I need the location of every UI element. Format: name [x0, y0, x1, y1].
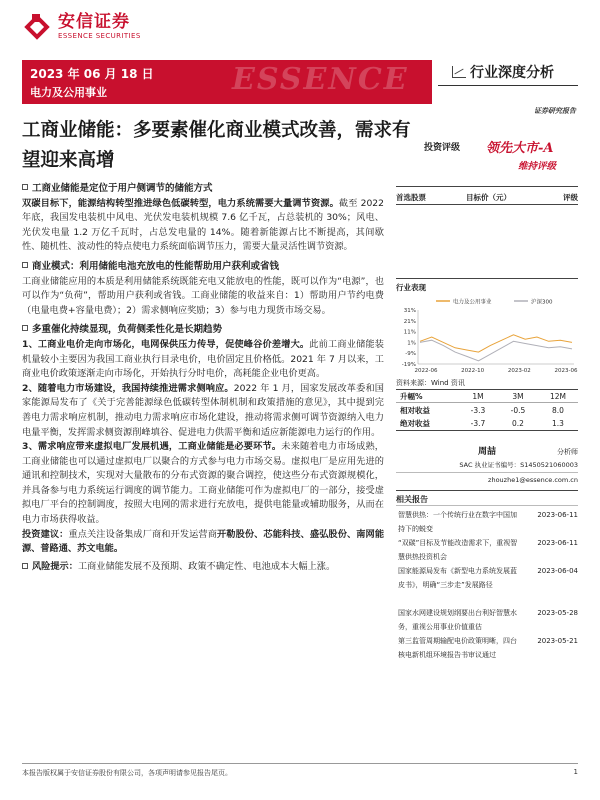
- rating-sub: 维持评级: [518, 161, 557, 172]
- department-label: 证券研究报告: [534, 107, 576, 115]
- legend-label: 沪深300: [531, 299, 553, 306]
- brand-name-cn: 安信证券: [58, 12, 130, 32]
- logo-mark-icon: [22, 12, 52, 42]
- analyst-email: zhouzhe1@essence.com.cn: [488, 476, 578, 484]
- y-tick-label: -19%: [401, 362, 416, 368]
- related-report-item[interactable]: 国家能源局发布《新型电力系统发展蓝皮书》，明确“三步走”发展路径 2023-06-04: [398, 567, 578, 589]
- y-tick-label: 21%: [403, 318, 416, 325]
- industry-performance-label: 行业表现: [396, 283, 426, 292]
- report-industry: 电力及公用事业: [30, 86, 107, 99]
- series-line: [420, 335, 572, 352]
- bullet-square-icon: [22, 184, 28, 190]
- page-footer: [22, 768, 578, 778]
- x-tick-label: 2023-02: [507, 368, 531, 374]
- chart-source: 资料来源：Wind 资讯: [396, 379, 465, 387]
- table-row: 绝对收益 -3.7 0.2 1.3: [396, 417, 578, 431]
- related-report-item[interactable]: 智慧供热：一个传统行业在数字中国加持下的蜕变 2023-06-11: [398, 511, 578, 533]
- section-heading: 多重催化持续显现，负荷侧柔性化是长期趋势: [22, 323, 384, 338]
- divider: [22, 763, 578, 764]
- rating-value: 领先大市-A: [486, 141, 554, 156]
- y-tick-label: 11%: [403, 329, 416, 336]
- page-number: 1: [573, 768, 578, 776]
- risk-warning: 风险提示：工商业储能发展不及预期、政策不确定性、电池成本大幅上涨。: [22, 560, 384, 575]
- x-tick-label: 2023-06: [554, 368, 578, 374]
- table-row: 相对收益 -3.3 -0.5 8.0: [400, 405, 564, 415]
- divider: [396, 490, 578, 491]
- divider: [396, 505, 578, 506]
- paragraph: 1、工商业电价走向市场化，电网保供压力传导，促使峰谷价差增大。此前工商业储能装机量较小主要因为我国工商业执行目录电价，电价固定且价格低。2021 年 7 月以来，工商业电价政策逐渐走向市场化，开始执行分时电价，高耗能企业电价更高。: [22, 338, 384, 380]
- related-report-item[interactable]: 第三监管周期输配电价政策明晰，四台核电新机组环境报告书审议通过 2023-05-21: [398, 637, 578, 659]
- x-tick-label: 2022-06: [414, 368, 438, 374]
- paragraph: 双碳目标下，能源结构转型推进绿色低碳转型，电力系统需要大量调节资源。截至 2022 年底，我国发电装机中风电、光伏发电装机规模 7.6 亿千瓦，占总装机的 30%；风电、光伏发电量 1.2 万亿千瓦时，占总发电量的 14%。随着新能源占比不断提高，其间歇性、随机性、波动性的特点使电力系统面临调节压力，需要大量灵活性调节资源。: [22, 197, 384, 253]
- divider: [396, 278, 578, 279]
- section-heading: 工商业储能是定位于用户侧调节的储能方式: [22, 182, 384, 197]
- analyst-name: 周喆: [477, 447, 496, 457]
- bullet-square-icon: [22, 262, 28, 268]
- rating-label: 投资评级: [424, 143, 461, 153]
- y-tick-label: 31%: [403, 308, 416, 314]
- report-type: [452, 62, 554, 82]
- brand-name-en: ESSENCE SECURITIES: [58, 32, 141, 40]
- related-report-item[interactable]: 国家水网建设规划纲要出台利好智慧水务，重视公用事业价值重估 2023-05-28: [398, 609, 578, 631]
- analyst-cert: SAC 执业证书编号：S1450521060003: [459, 461, 578, 469]
- y-tick-label: 1%: [407, 340, 416, 347]
- divider: [396, 472, 578, 473]
- header-banner: [22, 60, 432, 104]
- y-tick-label: -9%: [405, 351, 416, 358]
- paragraph: 3、需求响应带来虚拟电厂发展机遇，工商业储能是必要环节。未来随着电力市场成熟，工商业储能也可以通过虚拟电厂以聚合的方式参与电力市场交易。虚拟电厂是应用先进的通讯和控制技术，实现对大量散布的分布式资源的聚合调控，使这些分布式资源规模化，并具备参与电力系统运行调度的调节能力。工商业储能可作为虚拟电厂的一部分，接受虚拟电厂平台的控制调度，按照大电网的需求进行充放电，提供电能量或辅助服务，从而在电力市场获得收益。: [22, 441, 384, 526]
- bullet-square-icon: [22, 563, 28, 569]
- divider: [396, 186, 578, 187]
- paragraph: 工商业储能应用的本质是利用储能系统既能充电又能放电的性能，既可以作为“电源”，也可以作为“负荷”，帮助用户获利或省钱。工商业储能的收益来自：1）帮助用户节约电费（电量电费+容量电费）；2）需求侧响应奖励；3）参与电力现货市场交易。: [22, 275, 384, 316]
- chart-icon: [452, 66, 466, 78]
- x-tick-label: 2022-10: [461, 368, 485, 374]
- banner-watermark: ESSENCE: [232, 62, 409, 97]
- report-type-label: 行业深度分析: [470, 65, 554, 81]
- table-row: 升幅% 1M 3M 12M: [396, 389, 578, 403]
- analyst-title: 分析师: [557, 448, 578, 456]
- legend-label: 电力及公用事业: [453, 299, 492, 306]
- returns-table: [396, 389, 578, 431]
- bullet-square-icon: [22, 325, 28, 331]
- main-content: [22, 180, 384, 574]
- divider: [438, 85, 578, 86]
- related-reports-label: 相关报告: [396, 495, 428, 504]
- related-report-item[interactable]: “双碳”目标及节能改造需求下，重视智慧供热投资机会 2023-06-11: [398, 539, 578, 561]
- stock-table-head: 首选股票 目标价（元） 评级: [396, 193, 578, 202]
- footer-disclaimer: 本报告版权属于安信证券股份有限公司，各项声明请参见报告尾页。: [22, 769, 232, 777]
- paragraph: 投资建议：重点关注设备集成厂商和开发运营商开勒股份、芯能科技、盛弘股份、南网能源、普路通、苏文电能。: [22, 528, 385, 555]
- brand-logo: [22, 10, 141, 44]
- performance-chart: [396, 296, 578, 376]
- divider: [396, 204, 578, 205]
- report-title: 工商业储能：多要素催化商业模式改善，需求有望迎来高增: [22, 120, 411, 171]
- paragraph: 2、随着电力市场建设，我国持续推进需求侧响应。2022 年 1 月，国家发展改革委和国家能源局发布了《关于完善能源绿色低碳转型体制机制和政策措施的意见》，其中提到完善电力需求响应机制，推动电力需求响应市场化建设，推动将需求侧可调节资源纳入电力电量平衡，发挥需求侧资源削峰填谷、促进电力供需平衡和适应新能源电力运行的作用。: [22, 382, 384, 438]
- section-heading: 商业模式：利用储能电池充放电的性能帮助用户获利或省钱: [22, 260, 384, 275]
- report-date: 2023 年 06 月 18 日: [30, 67, 154, 81]
